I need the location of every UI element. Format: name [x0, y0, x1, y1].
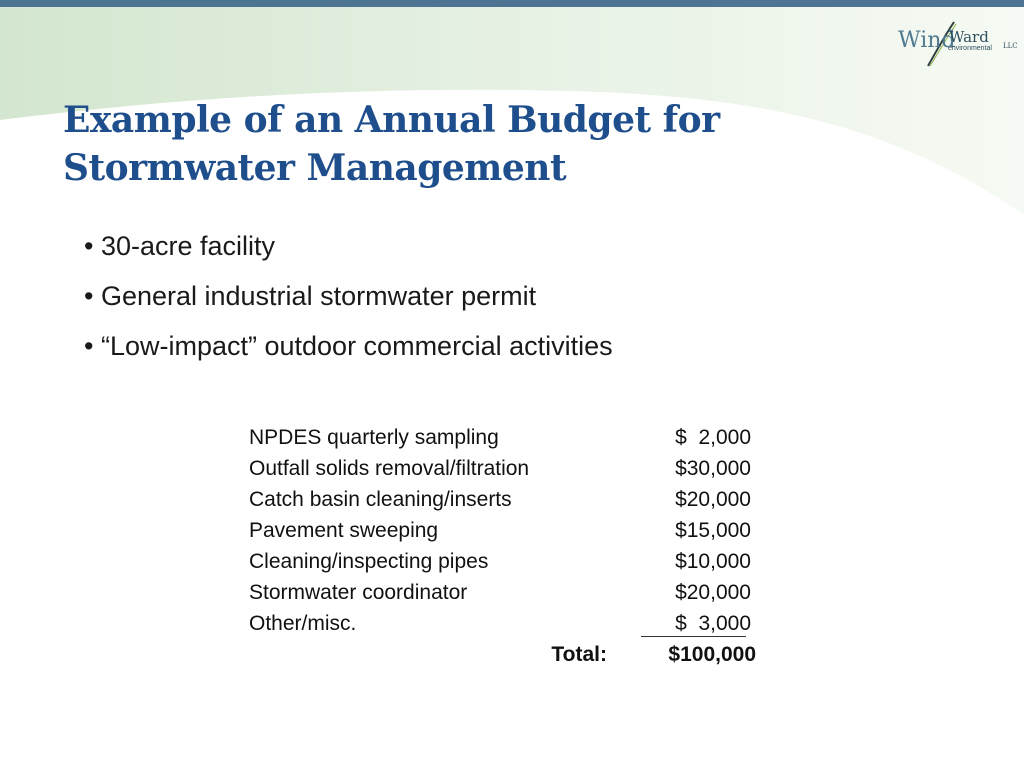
windward-logo	[892, 18, 1018, 68]
logo-environmental-text: environmental	[948, 45, 992, 52]
budget-item-amount: $20,000	[675, 488, 751, 511]
budget-item-amount: $ 2,000	[675, 426, 751, 449]
budget-row	[249, 517, 769, 548]
budget-item-name: Cleaning/inspecting pipes	[249, 550, 489, 573]
budget-row	[249, 455, 769, 486]
bullet-item-permit: • General industrial stormwater permit	[84, 281, 537, 311]
budget-table	[249, 424, 769, 672]
budget-row	[249, 486, 769, 517]
bullet-item-facility: • 30-acre facility	[84, 231, 276, 261]
budget-item-amount: $30,000	[675, 457, 751, 480]
budget-item-name: Pavement sweeping	[249, 519, 439, 542]
budget-row	[249, 548, 769, 579]
slide-title-line-1: Example of an Annual Budget for	[63, 99, 720, 141]
budget-item-name: Stormwater coordinator	[249, 581, 468, 604]
budget-row	[249, 579, 769, 610]
bullet-list	[84, 228, 613, 378]
total-label: Total:	[551, 643, 607, 666]
logo-llc-text: LLC	[1003, 42, 1018, 50]
budget-item-amount: $15,000	[675, 519, 751, 542]
total-amount: $100,000	[668, 643, 756, 666]
budget-item-amount: $10,000	[675, 550, 751, 573]
budget-row	[249, 424, 769, 455]
slide-title	[63, 96, 720, 192]
budget-item-amount: $ 3,000	[675, 612, 751, 635]
sum-underline	[641, 636, 746, 637]
budget-item-amount: $20,000	[675, 581, 751, 604]
bullet-item-activities: • “Low-impact” outdoor commercial activities	[84, 331, 613, 361]
budget-item-name: NPDES quarterly sampling	[249, 426, 499, 449]
logo-wind-text: Wind	[898, 28, 956, 53]
slide-title-line-2: Stormwater Management	[63, 147, 567, 189]
budget-item-name: Outfall solids removal/filtration	[249, 457, 530, 480]
budget-total-row	[249, 641, 769, 672]
budget-item-name: Catch basin cleaning/inserts	[249, 488, 512, 511]
logo-ward-text: Ward	[949, 28, 989, 46]
budget-item-name: Other/misc.	[249, 612, 357, 635]
